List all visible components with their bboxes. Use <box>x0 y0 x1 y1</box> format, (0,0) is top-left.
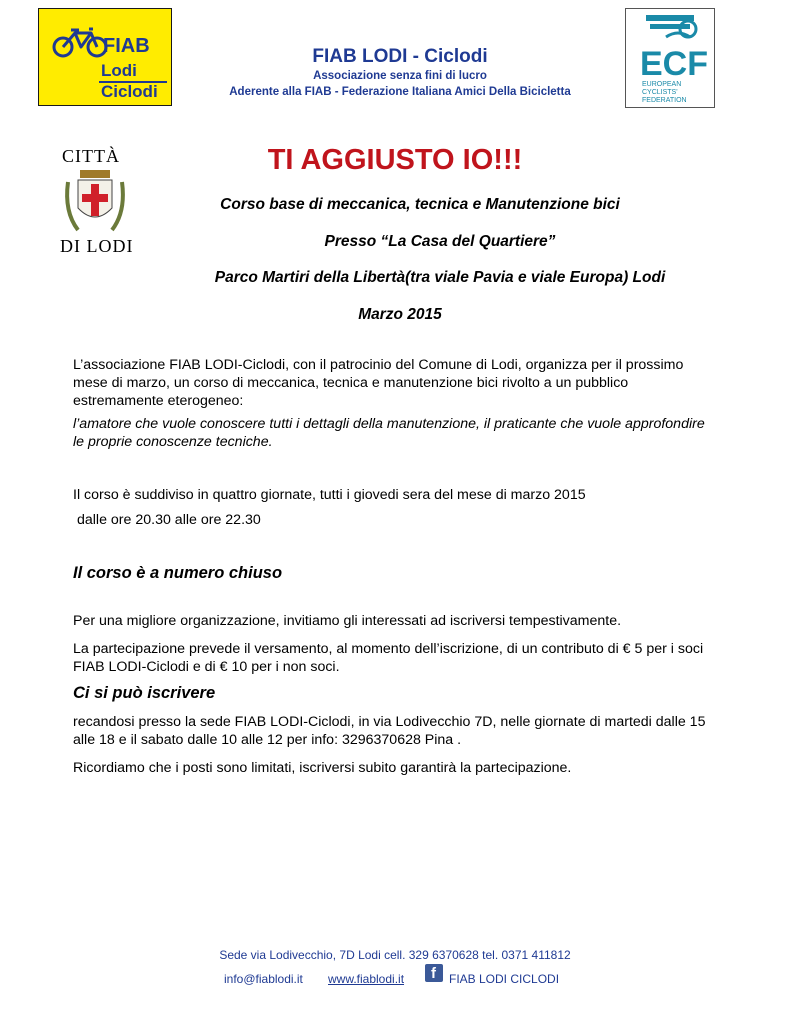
footer-website-link[interactable]: www.fiablodi.it <box>328 972 405 986</box>
header-title: FIAB LODI - Ciclodi <box>312 46 488 67</box>
crest-top-text: CITTÀ <box>62 146 120 166</box>
ecf-logo <box>625 8 715 108</box>
fiab-logo-ciclodi: Ciclodi <box>101 82 158 101</box>
ecf-logo-word: ECF <box>640 45 708 83</box>
course-location: Parco Martiri della Libertà(tra viale Pavia e viale Europa) Lodi <box>214 269 666 286</box>
audience-paragraph: l’amatore che vuole conoscere tutti i dettagli della manutenzione, il praticante che vuole approfondire le proprie conoscenze tecniche. <box>73 416 705 450</box>
footer-facebook-link[interactable]: FIAB LODI CICLODI <box>449 972 560 986</box>
header-subtitle: Associazione senza fini di lucro <box>313 70 487 82</box>
bicycle-icon <box>51 25 111 59</box>
organization-paragraph: Per una migliore organizzazione, invitiamo gli interessati ad iscriversi tempestivamente. <box>73 613 622 629</box>
schedule-paragraph: Il corso è suddiviso in quattro giornate, tutti i giovedi sera del mese di marzo 2015 <box>73 487 586 503</box>
registration-heading: Ci si può iscrivere <box>73 684 216 702</box>
ecf-logo-line2: CYCLISTS' <box>642 89 678 96</box>
course-date: Marzo 2015 <box>358 306 442 323</box>
main-title: TI AGGIUSTO IO!!! <box>267 144 523 176</box>
header-federation: Aderente alla FIAB - Federazione Italiana Amici Della Bicicletta <box>229 86 571 98</box>
fee-paragraph: La partecipazione prevede il versamento, al momento dell’iscrizione, di un contributo di € 5 per i soci FIAB LODI-Ciclodi e di € 10 per i non soci. <box>73 641 704 675</box>
ecf-logo-line1: EUROPEAN <box>642 81 682 88</box>
schedule-hours: dalle ore 20.30 alle ore 22.30 <box>77 512 261 528</box>
footer-address: Sede via Lodivecchio, 7D Lodi cell. 329 6370628 tel. 0371 411812 <box>219 948 571 962</box>
intro-paragraph: L’associazione FIAB LODI-Ciclodi, con il patrocinio del Comune di Lodi, organizza per il prossimo mese di marzo, un corso di meccanica, tecnica e manutenzione bici rivolto a un pubblico estremamente eterogeneo: <box>73 357 684 409</box>
course-venue: Presso “La Casa del Quartiere” <box>324 233 556 250</box>
registration-paragraph: recandosi presso la sede FIAB LODI-Ciclodi, in via Lodivecchio 7D, nelle giornate di martedi dalle 15 alle 18 e il sabato dalle 10 alle 12 per info: 3296370628 Pina . <box>73 714 706 748</box>
fiab-lodi-logo <box>38 8 172 106</box>
fiab-logo-word: FIAB <box>103 35 150 57</box>
facebook-icon[interactable]: f <box>425 964 443 982</box>
limited-heading: Il corso è a numero chiuso <box>73 564 283 582</box>
ecf-logo-line3: FEDERATION <box>642 97 687 104</box>
ecf-emblem <box>626 9 714 107</box>
fiab-logo-lodi: Lodi <box>101 61 137 80</box>
course-subtitle: Corso base di meccanica, tecnica e Manutenzione bici <box>220 196 620 213</box>
footer-email-link[interactable]: info@fiablodi.it <box>224 972 303 986</box>
reminder-paragraph: Ricordiamo che i posti sono limitati, iscriversi subito garantirà la partecipazione. <box>73 760 572 776</box>
crest-bottom-text: DI LODI <box>60 236 132 256</box>
citta-di-lodi-crest <box>58 142 132 258</box>
